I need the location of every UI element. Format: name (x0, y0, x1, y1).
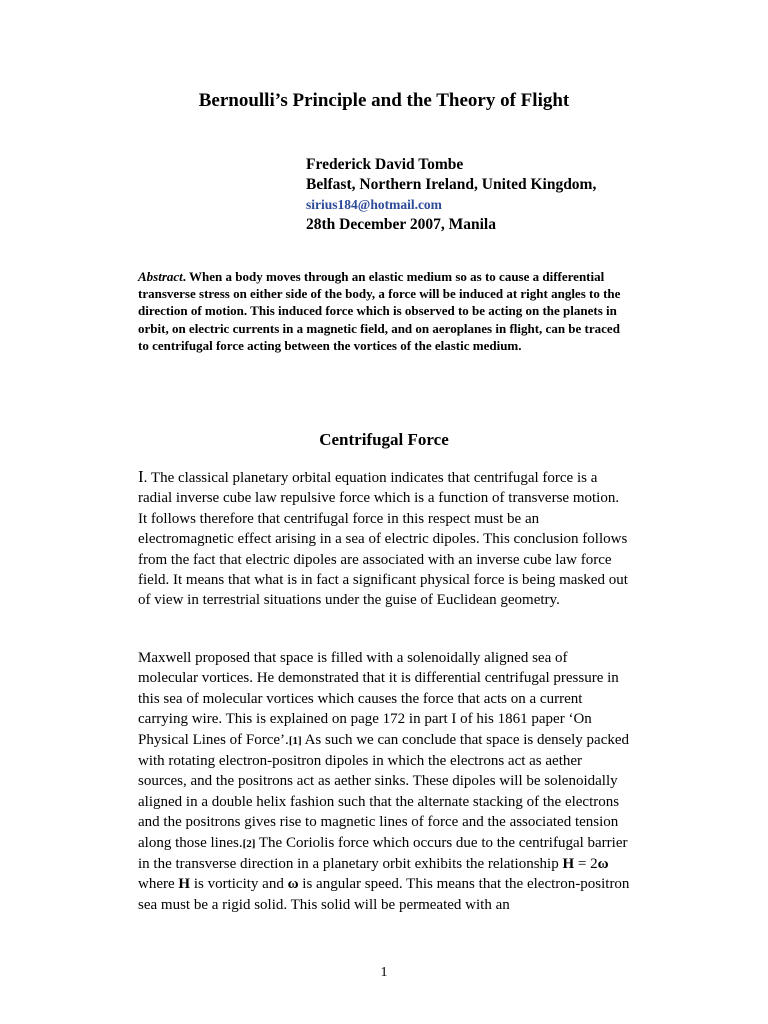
author-block (306, 155, 596, 235)
paragraph-1 (138, 467, 630, 611)
paragraph-2-text: Maxwell proposed that space is filled with a solenoidally aligned sea of molecular vortices. He demonstrated that it is differential centrifugal pressure in this sea of molecular vortices which causes the force that acts on a current carrying wire. This is explained on page 172 in part I of his 1861 paper ‘On Physical Lines of Force’. (138, 650, 619, 748)
abstract-label: Abstract (138, 269, 183, 284)
paragraph-2-text: is vorticity and (190, 876, 288, 893)
paragraph-1-text: . The classical planetary orbital equation indicates that centrifugal force is a radial inverse cube law repulsive force which is a function of transverse motion. It follows therefore that centrifugal force in this respect must be an electromagnetic effect arising in a sea of electric dipoles. This conclusion follows from the fact that electric dipoles are associated with an inverse cube law force field. It means that what is in fact a significant physical force is being masked out of view in terrestrial situations under the guise of Euclidean geometry. (138, 470, 628, 609)
symbol-vorticity: H (562, 856, 575, 873)
reference-1-link[interactable]: [1] (288, 734, 302, 747)
symbol-omega: ω (287, 876, 299, 893)
paragraph-2-text: where (138, 876, 179, 893)
symbol-vorticity: H (178, 876, 191, 893)
section-numeral: I (138, 467, 144, 486)
paragraph-2-text: = 2 (574, 856, 598, 873)
author-location: Belfast, Northern Ireland, United Kingdom, (306, 176, 597, 193)
author-name: Frederick David Tombe (306, 156, 464, 173)
abstract-text: . When a body moves through an elastic medium so as to cause a differential transverse stress on either side of the body, a force will be induced at right angles to the direction of motion. This induced force which is observed to be acting on the planets in orbit, on electric currents in a magnetic field, and on aeroplanes in flight, can be traced to centrifugal force acting between the vortices of the elastic medium. (138, 269, 621, 353)
abstract (138, 268, 628, 354)
symbol-omega: ω (597, 856, 609, 873)
section-heading: Centrifugal Force (319, 430, 449, 449)
paragraph-2-text: is angular speed. This means that the electron-positron sea must be a rigid solid. This solid will be permeated with an (138, 876, 630, 913)
paragraph-2 (138, 648, 630, 915)
author-date: 28th December 2007, Manila (306, 216, 496, 233)
paragraph-2-text: The Coriolis force which occurs due to the centrifugal barrier in the transverse direction in a planetary orbit exhibits the relationship (138, 834, 628, 873)
paragraph-2-text: As such we can conclude that space is densely packed with rotating electron-positron dipoles in which the electrons act as aether sources, and the positrons act as aether sinks. These dipoles will be solenoidally aligned in a double helix fashion such that the alternate stacking of the electrons and the positrons gives rise to magnetic lines of force and the associated tension along those lines. (138, 731, 630, 851)
paper-title: Bernoulli’s Principle and the Theory of Flight (198, 90, 570, 111)
author-email-link[interactable]: sirius184@hotmail.com (306, 197, 442, 212)
reference-2-link[interactable]: [2] (242, 837, 256, 850)
page-number: 1 (380, 965, 388, 980)
